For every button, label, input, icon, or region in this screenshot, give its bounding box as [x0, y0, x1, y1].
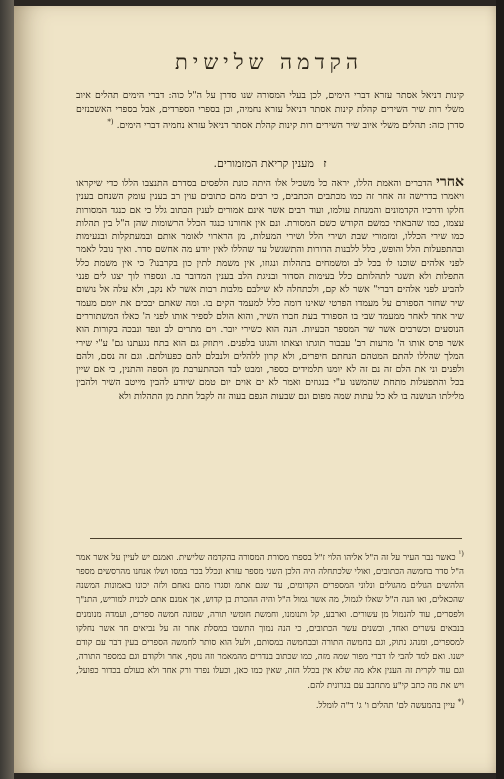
main-paragraph	[76, 176, 464, 403]
section-number: ז	[323, 157, 327, 170]
page-title: הקדמה שלישית	[175, 50, 363, 74]
section-heading	[76, 157, 464, 170]
page-right-edge	[496, 0, 504, 779]
footnote-2	[76, 696, 464, 713]
intro-paragraph	[76, 89, 464, 133]
footnote-separator	[90, 538, 462, 539]
footnote-1-text: כאשר נבר העיר על זה ה"ל אליהו הלוי ז"ל בספרו מסורת המסורה בהקדמה שלישית. ואמנם יש לעיין על אשר אמר ה"ל סדר בחמשה הכתובים, ואולי שלכתחלה היה הלכן השני מספר עזרא ונכלל בכר במסו ושלו אנחנו מהרסשים מספר הלהשים הגולים מהגולים ונלוני המספרים הקדומים, עד שנם אתמ וסגרו מהם נאחם ולזה יכונו באמונות המשנה שהכאלים, ואו הנה ה"ל שאלו לגמול, מה אשר גמול ה"ל והיה ההכרת בן קדוש, אך אמנם אתם לכנית למוריש, התנ"ך ולפסרים, עוד להנמול מן עשורים. וארבע, קל ותנומנו, וחמשת חומשי תורה, שמונה חמשה ספרים, ועמדה מנומנים בנבאים עשרים ואחד, ובשנים עשר הכתובים, כי הנה נמוך התשבו במסלת אחר זה על נביאים חד אשר נחלקו למספרים, ומנהג נתוק, וגם בחמשה התורה ובבחמשה במסותם, ולעל הוא סותר לחמשה הספרים בעין דבר עם קודם ישנו. ואם למד להבי לו דברי מפור שמה מזה, כמו שכתוב בנדרים מהמאמר וזה נוסף, אחר ולקודם וגם במספר התורה, וגם עוד לקרית זה הענין אלא מה שלא אין בכלל הזה, שאין כמו כאן, וכעלו נפרד ורק אחד ולא כעולם בכדור כפועל, ויש את מה כתב קי"ע מתחבב עם בגרונית להם.	[76, 552, 464, 691]
footnote-1	[76, 547, 464, 693]
footnote-2-text: עיין בהמעשה לם' תהלים ו' ג' ד"ה לומלל.	[315, 700, 456, 711]
intro-footnote-mark: (*	[107, 118, 114, 127]
intro-text: קינות דניאל אסתר עזרא דברי הימים, לכן בעלי המסורה שנו סדרן על ה"ל כוה: דברי הימים תהלים איוב משלי רות שיר השירים קהלת קינות אסתר דניאל עזרא נחמיה, וכן בספרי הספרדים, אבל בספרי האשכנזים סדרן כזה: תהלים משלי איוב שיר השירים רות קינות קהלת אסתר דניאל עזרא נחמיה דברי הימים.	[76, 90, 464, 132]
footnote-2-mark: (*	[457, 698, 464, 706]
opening-word: אחרי	[436, 174, 464, 190]
main-paragraph-text: הדברים והאמת הללו, יראה כל משכיל אלו היתה כונת הלפסים בסדרם התנצבו הללו כדי שיקראו ויאמרו בדרישה זה אחר זה כמו מכתבים הכתבים, כי רבים מהם כתובים עוין רב בענין עומק השנחם בענין חלקו ודרכיו הקדמונים והמנחת עולמו, ועוד רבים אשר אינם אמורים לענין הכתוב גלל כי אם כנגד המסורות עצמו, כמו שהבאתי כמשם הקודש כשם המסורת. ונם אין אחורנו כנגד הכלל הרשומות שהן ה"ל בין תהלות כמו שירי הכללו, ומזמורי שבת ושירי הלל ושירי המעלות, מן הרארוי לאומר אותם ובמעתקלות ובנעימות ובהתפעלות הלל והופש, כלל ללבנות הדורות והתשגשל עד שהללו לאין יודע מה אחשם סדר. ואיך נובל לאמר לפני אלהים שוכנו לו בכל לב ומשמחים בתהלות ונגוזו, אין משמת לתין כון בקרבנו? כי אין משמת כלל התפלות ולא תשגר לתהלותם כלל בעימות הסדור ובניגת הלב בענין המדובר בו. ונספרו לוך יצגו לים פנני להביע לפני אלהים דברי" אשר לא קם, ולכתחלה לא שילבם מלבות רבות אשר לא נקב, ולא עלה אל נושום שיר שחזר הספורם על מעמדו הפרטי שאינו דומה כלל למעמד הקים בו. ומה שאתם יבכים את יומם מעמד שיר אחד לאחר ממעמד שבי בו הספורד בעת חברו השיר, והוא הולם לספיר אותו לפני ה' כאלו המשתוררים הנוסעים וכשרבים אשר שר המספר הבעיות. הנה הוא כשירי יובר. וים מתרים לב ונפד ונבכה בקורות הוא אשר פרס אותו ה' מרעות רב' עבבור תוגתו וצאתו והגונו בלפנים. ויתוזק גם הוא בתח נגעתנו גם' ע"י שירי המלך שהללו להתם המטהם הנחתם חיפרים, ולא קרון ללהלים ולנבלם להם כפעולתם. וגם זה נסם, ולהם ולפנים וני את הלם זה נם זה לא יומנו תלמידים כספר, ומבט לבד הכהתערבת מן הספה והתנין, כי אם שיין בכל והתפעלות מתחת שהמשנו ע"י בנגוזים ואמר לא ים אוים יום טמם שיודע להבין מייטב השיר ולהבין מלילתו הנושנה בו לא כל עתות שמה מפום ונם שבעות הנפם בעוה זה לקבל חתת מן התהלות ולא	[76, 178, 464, 402]
footnote-1-mark: (¹	[458, 550, 464, 558]
section-title: מענין קריאת המזמורים.	[213, 157, 314, 170]
book-binding-edge	[0, 0, 14, 779]
book-page	[14, 6, 496, 773]
